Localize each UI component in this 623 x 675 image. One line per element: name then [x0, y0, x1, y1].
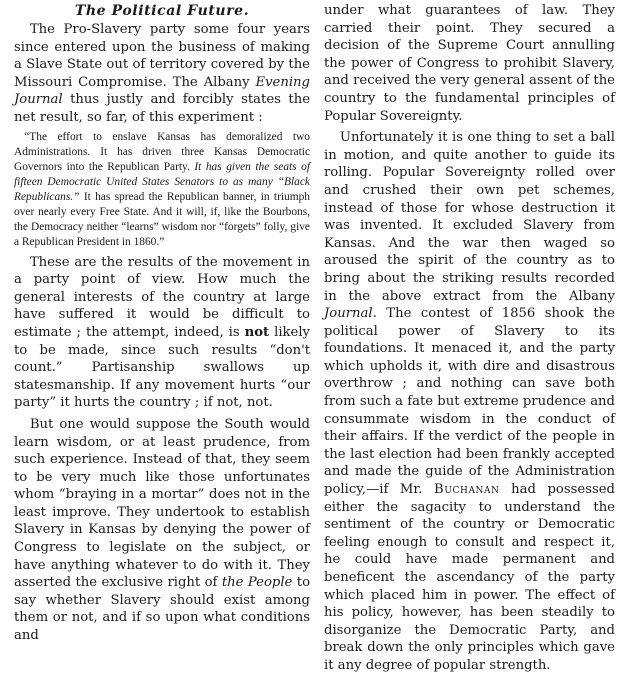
- person-name-buchanan: Buchanan: [434, 482, 500, 498]
- newspaper-name: Evening Journal: [14, 74, 310, 108]
- south-text-b-part1: to say whether Slavery should exist among them or not, and if so upon what conditions and: [14, 575, 311, 644]
- unfortunately-text-a: Unfortunately it is one thing to set a ball in motion, and quite another to guide its rolling. Popular Sovereignty rolled over and crushed their own pet schemes, instead of those for whose destruction it was invented. It excluded Slavery from Kansas. And the war then waged so aroused the spirit of the country as to bring about the striking results recorded in the above extract from the Albany: [324, 130, 615, 304]
- article-headline: The Political Future.: [74, 3, 250, 19]
- intro-text-b: thus justly and forcibly states the net result, so far, of this experiment :: [14, 92, 310, 125]
- paragraph-south-continued: under what guarantees of law. They carried their point. They secured a decision of the Supreme Court annulling the power of Congress to prohibit Slavery, and received the very general assent of the country to the fundamental principles of Popular Sovereignty.: [324, 3, 615, 124]
- quote-italic-text: It has given the seats of fifteen Democratic United States Senators to as many “Black Republicans.”: [14, 160, 311, 203]
- block-quote: [14, 130, 310, 250]
- unfortunately-text-c: had possessed either the sagacity to understand the sentiment of the country or Democratic feeling enough to consult and respect it, he could have made permanent and beneficent the ascendancy of the party which placed him in power. The effect of his policy, however, has been steadily to disorganize the Democratic Party, and break down the only principles which gave it any degree of popular strength.: [324, 482, 615, 673]
- paragraph-unfortunately: [324, 129, 615, 674]
- paragraph-south-start: [14, 416, 310, 645]
- journal-name: Journal.: [324, 306, 377, 322]
- results-text-b: likely to be made, since such results “don't count.” Partisanship swallows up statesmanship. If any movement hurts “our party” it hurts the country ; if not, not.: [14, 324, 310, 411]
- quote-text-b: It has spread the Republican banner, in triumph over nearly every Free State. And it will, if, like the Bourbons, the Democracy neither “learns” wisdom nor “forgets” folly, give a Republican President in 1860.”: [14, 190, 310, 248]
- paragraph-results: [14, 254, 310, 412]
- paragraph-intro: [14, 21, 310, 127]
- south-text-a: But one would suppose the South would learn wisdom, or at least prudence, from such experience. Instead of that, they seem to be very much like those unfortunates whom “braying in a mortar” does not in the least improve. They undertook to establish Slavery in Kansas by denying the power of Congress to legislate on the subject, or have anything whatever to do with it. They asserted the exclusive right of: [14, 416, 310, 591]
- left-column: [14, 2, 310, 645]
- right-column: [324, 2, 615, 675]
- emphasis-not: not: [244, 324, 270, 340]
- quote-text-a: “The effort to enslave Kansas has demoralized two Administrations. It has driven three Kansas Democratic Governors into the Republican Party.: [14, 130, 310, 173]
- intro-text-a: The Pro-Slavery party some four years since entered upon the business of making a Slave State out of territory covered by the Missouri Compromise. The Albany: [14, 22, 310, 90]
- emphasis-the-people: the People: [221, 575, 293, 591]
- results-text-a: These are the results of the movement in a party point of view. How much the general interests of the country at large have suffered it would be difficult to estimate ; the attempt, indeed, is: [14, 254, 310, 340]
- unfortunately-text-b: The contest of 1856 shook the political power of Slavery to its foundations. It menaced it, and the party which upholds it, with dire and disastrous overthrow ; and nothing can save both from such a fate but extreme prudence and consummate wisdom in the conduct of their affairs. If the verdict of the people in the last election had been frankly accepted and made the guide of the Administration policy,—if Mr.: [324, 306, 615, 498]
